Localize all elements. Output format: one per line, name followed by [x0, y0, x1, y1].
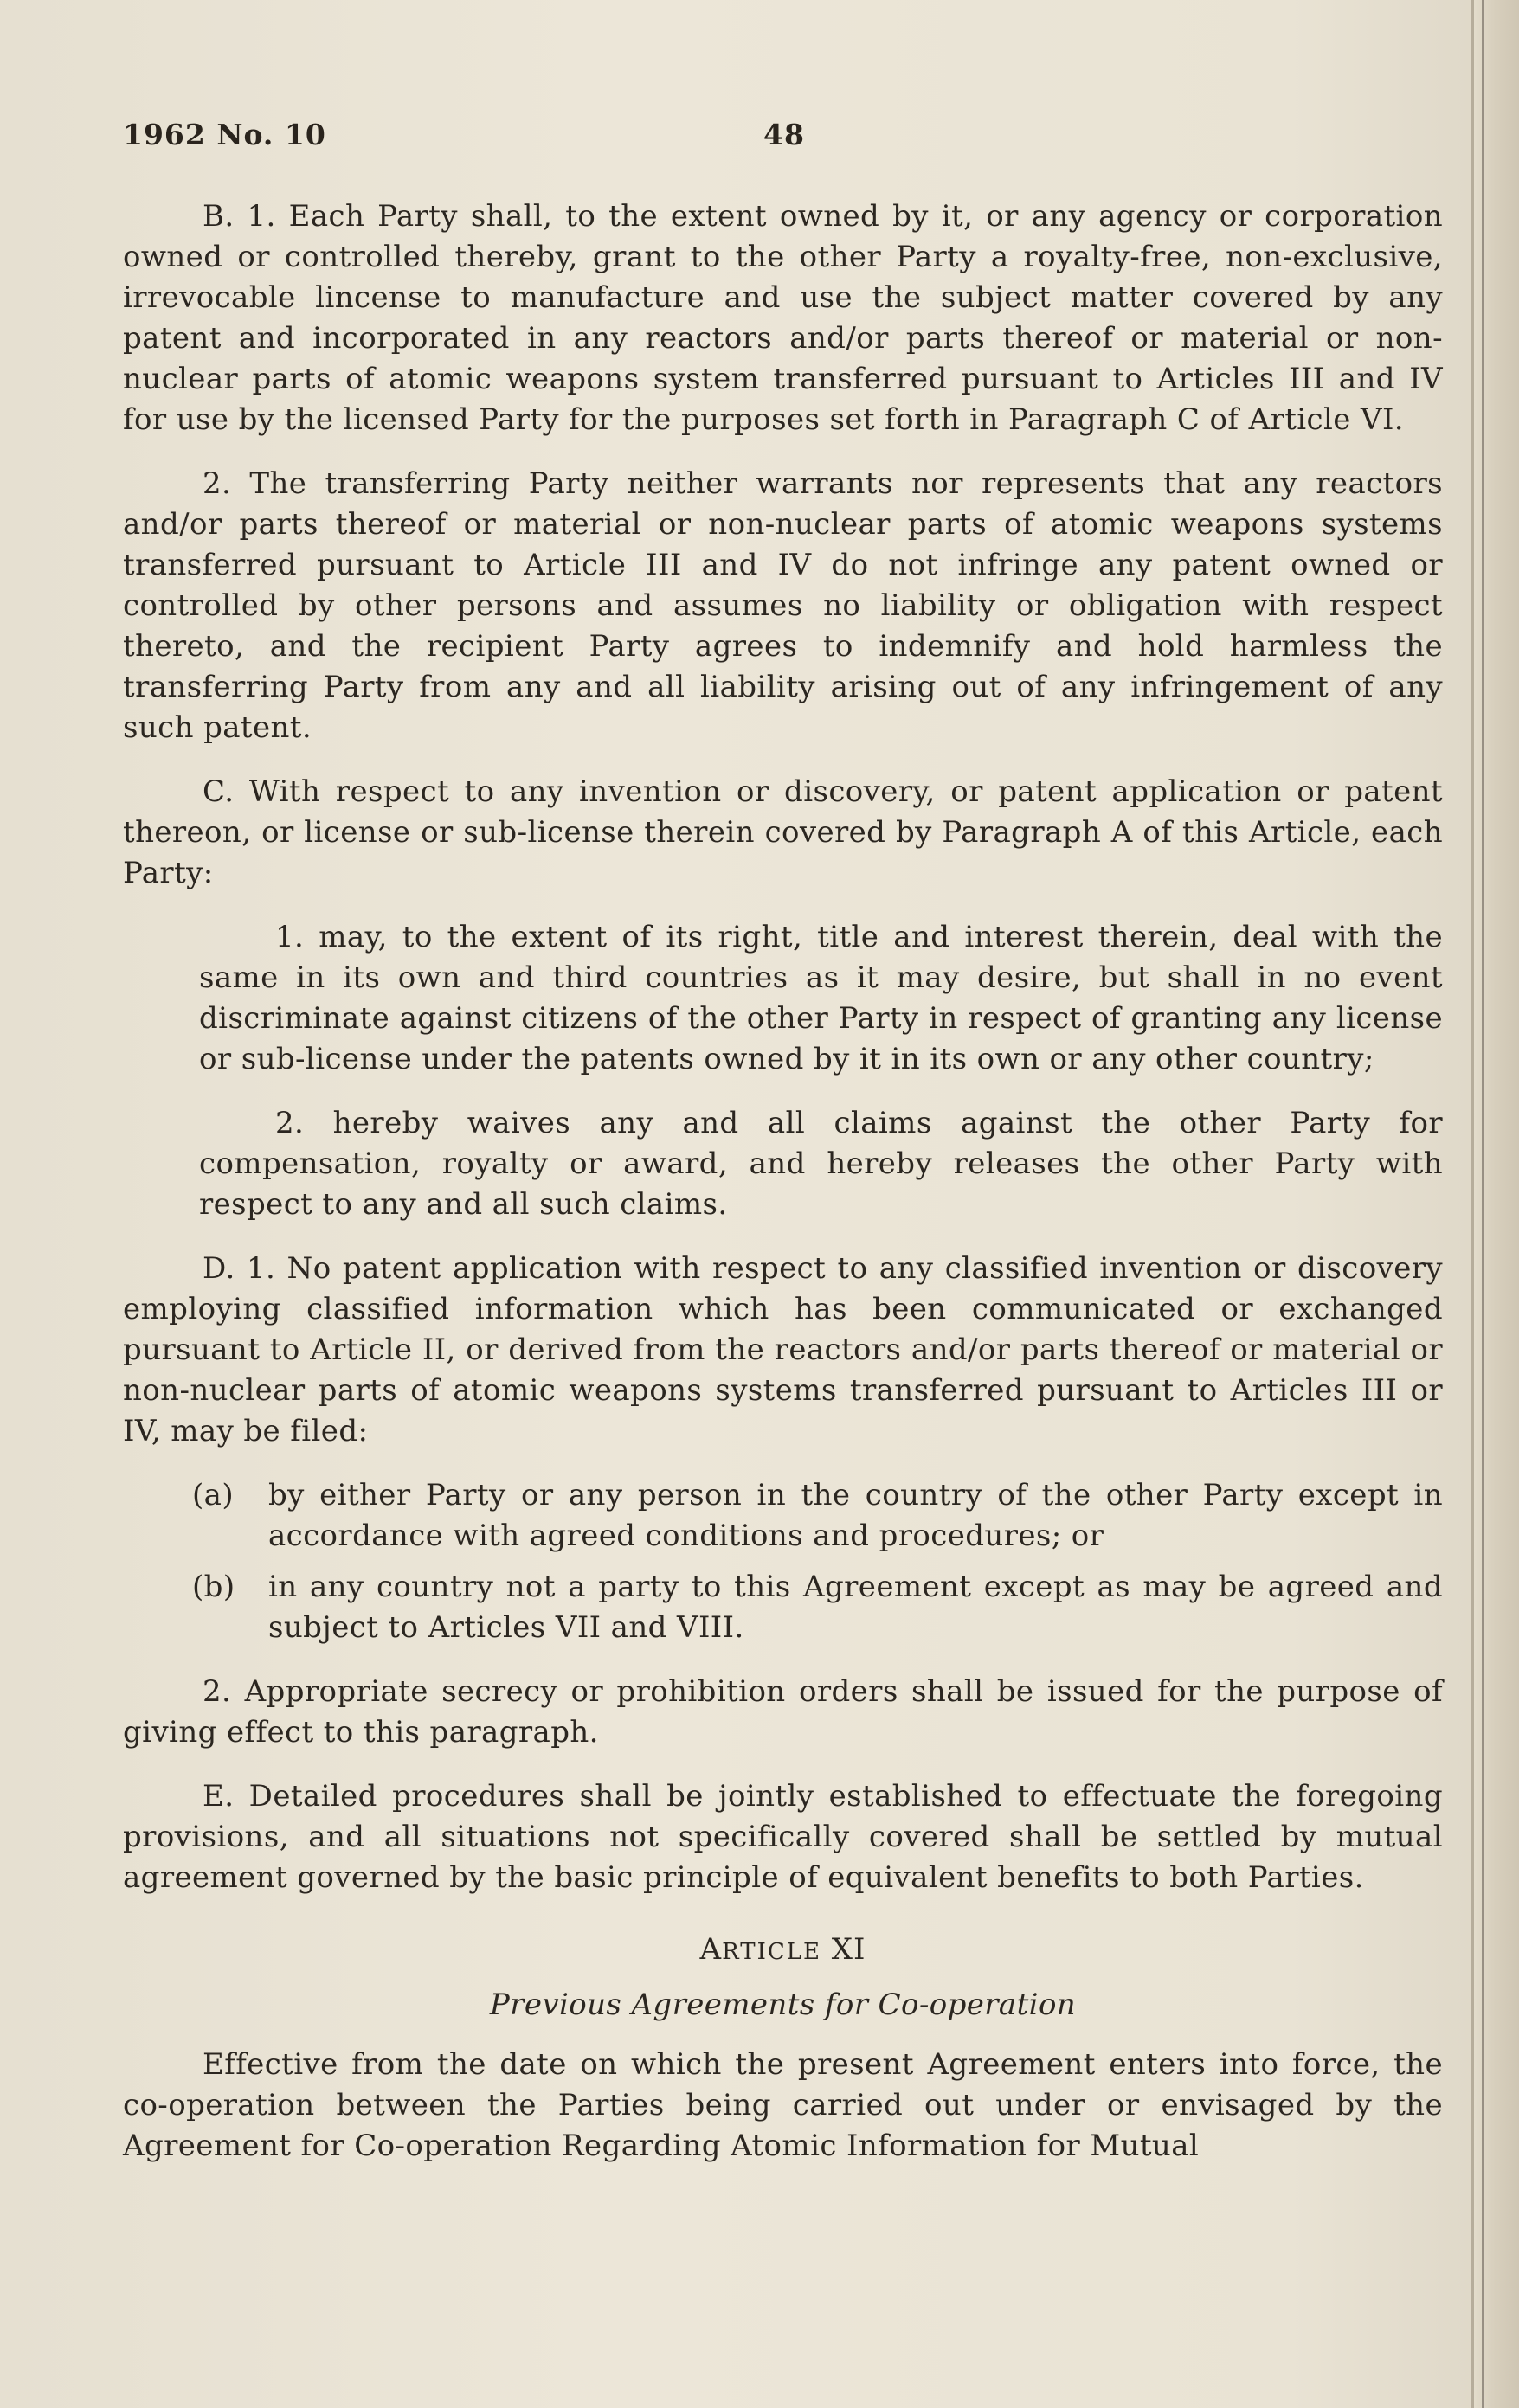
page-number: 48: [763, 118, 805, 151]
list-item-marker: (a): [192, 1478, 234, 1512]
list-item-d1a: [192, 1475, 1443, 1557]
document-reference: 1962 No. 10: [123, 118, 326, 151]
binding-line: [1482, 0, 1484, 2408]
paragraph-e: E. Detailed procedures shall be jointly established to effectuate the foregoing provisions, and all situations not specifically covered shall be settled by mutual agreement governed by the basic principle of equivalent benefits to both Parties.: [123, 1779, 1443, 1895]
paragraph-d2: 2. Appropriate secrecy or prohibition orders shall be issued for the purpose of giving effect to this paragraph.: [123, 1674, 1443, 1750]
list-item-marker: (b): [192, 1570, 235, 1604]
article-heading: [123, 1930, 1443, 1973]
paragraph-b2: 2. The transferring Party neither warrants nor represents that any reactors and/or parts thereof or material or non-nuclear parts of atomic weapons systems transferred pursuant to Article III and IV do not infringe any patent owned or controlled by other persons and assumes no liability or obligation with respect thereto, and the recipient Party agrees to indemnify and hold harmless the transferring Party from any and all liability arising out of any infringement of any such patent.: [123, 466, 1443, 745]
article-number: XI: [831, 1932, 866, 1967]
article-paragraph: Effective from the date on which the present Agreement enters into force, the co-operation between the Parties being carried out under or envisaged by the Agreement for Co-operation Regarding Atomic Information for Mutual: [123, 2047, 1443, 2163]
article-title: Previous Agreements for Co-operation: [489, 1987, 1077, 2022]
list-item-d1b: [192, 1567, 1443, 1648]
page-edge-shadow: [1471, 0, 1519, 2408]
paragraph-c1: 1. may, to the extent of its right, title and interest therein, deal with the same in its own and third countries as it may desire, but shall in no event discriminate against citizens of the other Party in respect of granting any license or sub-license under the patents owned by it in its own or any other country;: [199, 920, 1443, 1076]
paragraph-c: C. With respect to any invention or discovery, or patent application or patent thereon, or license or sub-license therein covered by Paragraph A of this Article, each Party:: [123, 774, 1443, 890]
paragraph-b1: B. 1. Each Party shall, to the extent owned by it, or any agency or corporation owned or controlled thereby, grant to the other Party a royalty-free, non-exclusive, irrevocable lincense to manufacture and use the subject matter covered by any patent and incorporated in any reactors and/or parts thereof or material or non-nuclear parts of atomic weapons system transferred pursuant to Articles III and IV for use by the licensed Party for the purposes set forth in Paragraph C of Article VI.: [123, 199, 1443, 437]
list-item-text: in any country not a party to this Agreement except as may be agreed and subject to Articles VII and VIII.: [268, 1570, 1443, 1645]
list-item-text: by either Party or any person in the country of the other Party except in accordance with agreed conditions and procedures; or: [268, 1478, 1443, 1553]
paragraph-d1: D. 1. No patent application with respect to any classified invention or discovery employing classified information which has been communicated or exchanged pursuant to Article II, or derived from the reactors and/or parts thereof or material or non-nuclear parts of atomic weapons systems transferred pursuant to Articles III or IV, may be filed:: [123, 1251, 1443, 1448]
document-body: [123, 196, 1443, 2190]
article-label-initial: A: [699, 1932, 723, 1967]
article-label-rest: RTICLE: [722, 1939, 821, 1965]
page-header: [123, 118, 1473, 163]
paragraph-c2: 2. hereby waives any and all claims against the other Party for compensation, royalty or award, and hereby releases the other Party with respect to any and all such claims.: [199, 1106, 1443, 1222]
